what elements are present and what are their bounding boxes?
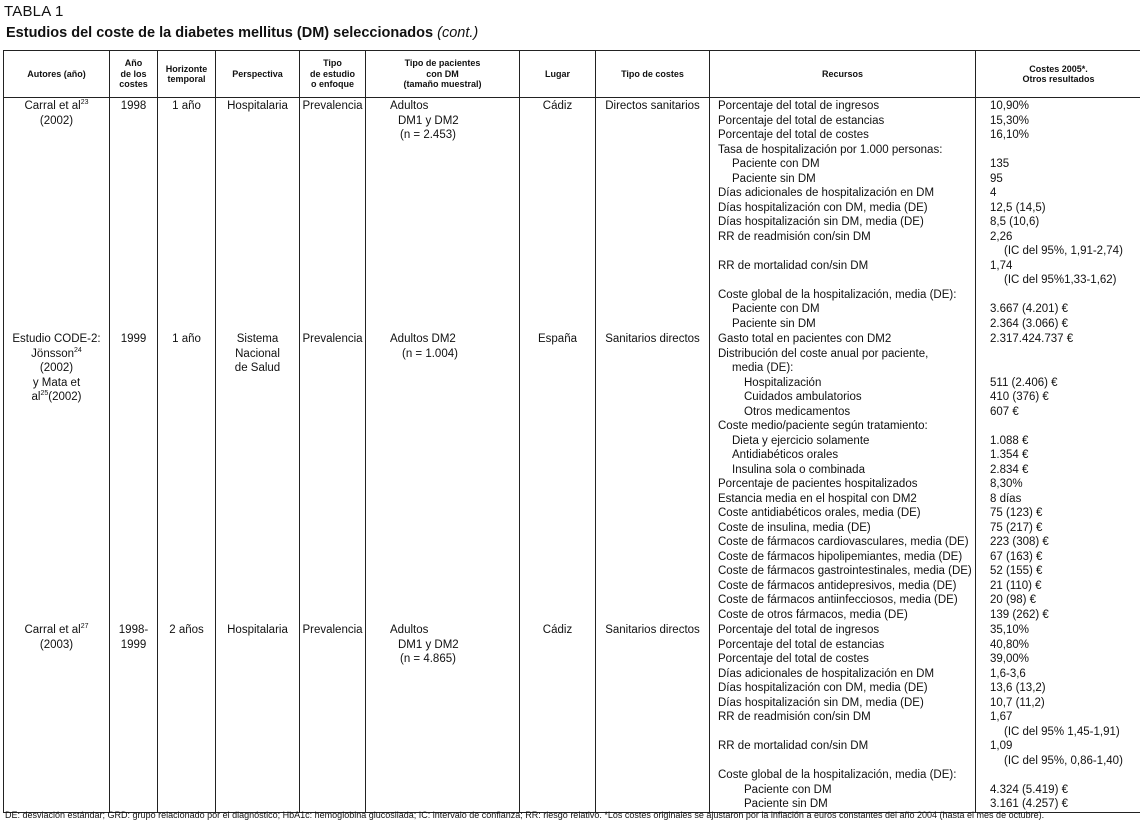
cell-tipo-costes: Sanitarios directos — [596, 622, 710, 812]
cell-recursos: Porcentaje del total de ingresos Porcentaje del total de estancias Porcentaje del total de costes Días adicionales de hospitalización en DM Días hospitalización con DM, media (DE) Días hospitalización sin DM, media (DE) RR de readmisión con/sin DM RR de mortalidad con/sin DM Coste global de la hospitalización, media (DE): Paciente con DM Paciente sin DM — [710, 622, 976, 812]
table-row — [4, 331, 1140, 622]
cell-lugar: Cádiz — [520, 98, 596, 332]
table-row — [4, 622, 1140, 812]
cell-tipo-estudio: Prevalencia — [300, 331, 366, 622]
cell-recursos: Gasto total en pacientes con DM2 Distribución del coste anual por paciente, media (DE): Hospitalización Cuidados ambulatorios Otros medicamentos Coste medio/paciente según tratamiento: Dieta y ejercicio solamente Antidiabéticos orales Insulina sola o combinada Porcentaje de pacientes hospitalizados Estancia media en el hospital con DM2 Coste antidiabéticos orales, media (DE) Coste de insulina, media (DE) Coste de fármacos cardiovasculares, media (DE) Coste de fármacos hipolipemiantes, media (DE) Coste de fármacos gastrointestinales, media (DE) Coste de fármacos antidepresivos, media (DE) Coste de fármacos antiinfecciosos, media (DE) Coste de otros fármacos, media (DE) — [710, 331, 976, 622]
cell-tipo-costes: Directos sanitarios — [596, 98, 710, 332]
table-label: TABLA 1 — [4, 3, 64, 20]
header-horizonte: Horizonte temporal — [158, 51, 216, 98]
cell-autores: Carral et $al^{27}$ (2003) — [4, 622, 110, 812]
table-row — [4, 98, 1140, 332]
header-costes: Costes 2005*. Otros resultados — [976, 51, 1140, 98]
cell-autores: Carral et $al^{23}$ (2002) — [4, 98, 110, 332]
cell-pacientes: Adultos DM2 (n = 1.004) — [366, 331, 520, 622]
header-anio: Año de los costes — [110, 51, 158, 98]
cell-costes: 2.317.424.737 € 511 (2.406) € 410 (376) € 607 € 1.088 € 1.354 € 2.834 € 8,30% 8 días 75 (123) € 75 (217) € 223 (308) € 67 (163) € 52 (155) € 21 (110) € 20 (98) € 139 (262) € — [976, 331, 1140, 622]
cell-lugar: Cádiz — [520, 622, 596, 812]
cell-horizonte: 1 año — [158, 98, 216, 332]
cell-horizonte: 2 años — [158, 622, 216, 812]
header-tipo-costes: Tipo de costes — [596, 51, 710, 98]
cell-tipo-estudio: Prevalencia — [300, 98, 366, 332]
cell-horizonte: 1 año — [158, 331, 216, 622]
cell-recursos: Porcentaje del total de ingresos Porcentaje del total de estancias Porcentaje del total de costes Tasa de hospitalización por 1.000 personas: Paciente con DM Paciente sin DM Días adicionales de hospitalización en DM Días hospitalización con DM, media (DE) Días hospitalización sin DM, media (DE) RR de readmisión con/sin DM RR de mortalidad con/sin DM Coste global de la hospitalización, media (DE): Paciente con DM Paciente sin DM — [710, 98, 976, 332]
cost-studies-table — [3, 50, 1140, 813]
cell-autores: Estudio CODE-2: Jönsson$^{24}$ (2002) y Mata et $al^{25}(2002)$ — [4, 331, 110, 622]
header-lugar: Lugar — [520, 51, 596, 98]
header-perspectiva: Perspectiva — [216, 51, 300, 98]
cell-costes: 35,10% 40,80% 39,00% 1,6-3,6 13,6 (13,2) 10,7 (11,2) 1,67 (IC del 95% 1,45-1,91) 1,09 (IC del 95%, 0,86-1,40) 4.324 (5.419) € 3.161 (4.257) € — [976, 622, 1140, 812]
table-title — [6, 25, 478, 41]
cell-anio: 1999 — [110, 331, 158, 622]
header-row — [4, 51, 1140, 98]
header-autores: Autores (año) — [4, 51, 110, 98]
header-recursos: Recursos — [710, 51, 976, 98]
cell-pacientes: Adultos DM1 y DM2 (n = 4.865) — [366, 622, 520, 812]
cell-perspectiva: Hospitalaria — [216, 98, 300, 332]
table-title-text: Estudios del coste de la diabetes mellitus (DM) seleccionados — [6, 25, 434, 41]
cell-tipo-costes: Sanitarios directos — [596, 331, 710, 622]
table-footnote: DE: desviación estándar; GRD: grupo relacionado por el diagnóstico; HbA1c: hemoglobina glucosilada; IC: intervalo de confianza; RR: riesgo relativo. *Los costes originales se ajustaron por la inflación a euros constantes del año 2004 (hasta el mes de octubre). — [5, 810, 1045, 820]
cell-tipo-estudio: Prevalencia — [300, 622, 366, 812]
cell-perspectiva: Sistema Nacional de Salud — [216, 331, 300, 622]
cell-anio: 1998 — [110, 98, 158, 332]
cell-pacientes: Adultos DM1 y DM2 (n = 2.453) — [366, 98, 520, 332]
cell-anio: 1998- 1999 — [110, 622, 158, 812]
cell-lugar: España — [520, 331, 596, 622]
table-title-suffix: (cont.) — [437, 25, 479, 41]
header-tipo-pacientes: Tipo de pacientes con DM (tamaño muestral) — [366, 51, 520, 98]
cell-perspectiva: Hospitalaria — [216, 622, 300, 812]
header-tipo-estudio: Tipo de estudio o enfoque — [300, 51, 366, 98]
cell-costes: 10,90% 15,30% 16,10% 135 95 4 12,5 (14,5) 8,5 (10,6) 2,26 (IC del 95%, 1,91-2,74) 1,74 (IC del 95%1,33-1,62) 3.667 (4.201) € 2.364 (3.066) € — [976, 98, 1140, 332]
